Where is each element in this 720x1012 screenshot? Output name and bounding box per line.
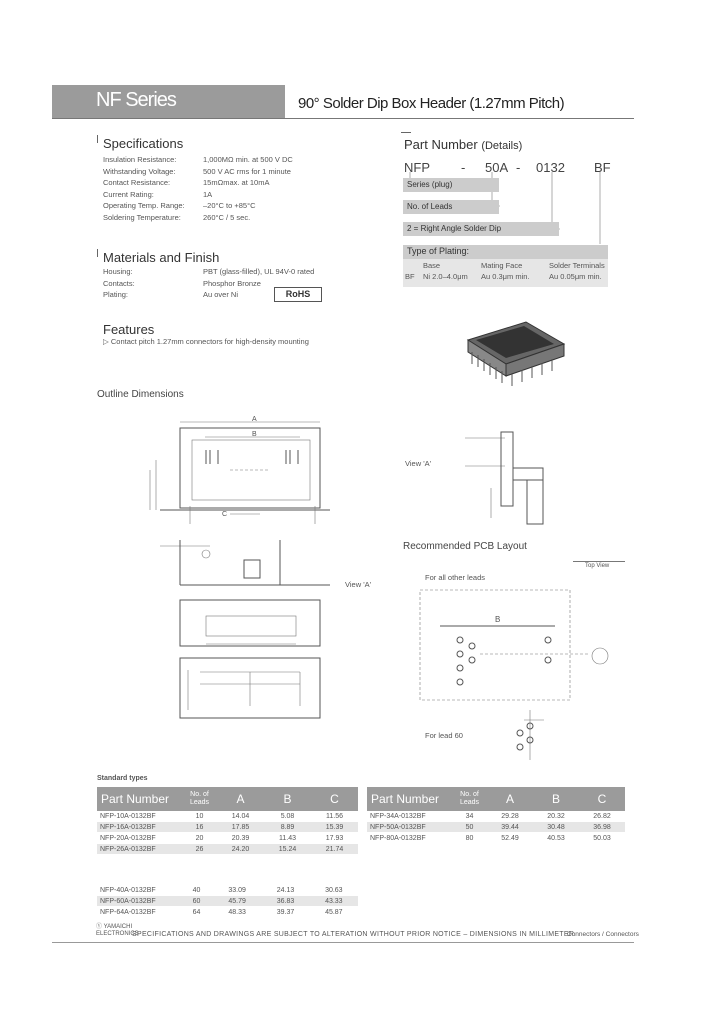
table-row bbox=[97, 833, 358, 844]
spec-label: Plating: bbox=[103, 290, 129, 299]
pcb-heading: Recommended PCB Layout bbox=[403, 541, 527, 552]
table-cell: 33.09 bbox=[213, 885, 261, 896]
part-number-label: Part Number bbox=[404, 137, 478, 152]
plating-col-mating: Mating Face bbox=[481, 261, 523, 270]
table-cell: NFP-10A-0132BF bbox=[97, 811, 182, 822]
spec-row bbox=[103, 290, 239, 299]
table-cell: 24.20 bbox=[217, 844, 264, 855]
table-cell: 26 bbox=[182, 844, 217, 855]
table-cell: 64 bbox=[180, 907, 213, 918]
spec-label: Operating Temp. Range: bbox=[103, 201, 185, 210]
product-illustration bbox=[462, 318, 572, 390]
dim-a-label: A bbox=[252, 416, 257, 423]
table-cell: 39.37 bbox=[261, 907, 309, 918]
plating-solder: Au 0.05μm min. bbox=[549, 272, 602, 281]
col-b: B bbox=[264, 787, 311, 811]
spec-label: Insulation Resistance: bbox=[103, 155, 177, 164]
table-cell: 60 bbox=[180, 896, 213, 907]
specifications-heading: Specifications bbox=[103, 136, 184, 151]
table-cell: 52.49 bbox=[487, 833, 533, 844]
spec-value: Au over Ni bbox=[203, 290, 239, 299]
pn-series-box: Series (plug) bbox=[403, 178, 499, 192]
spec-label: Contact Resistance: bbox=[103, 178, 171, 187]
table-cell: 40.53 bbox=[533, 833, 579, 844]
materials-heading: Materials and Finish bbox=[103, 250, 220, 265]
feature-item bbox=[103, 337, 309, 346]
spec-value: 260°C / 5 sec. bbox=[203, 212, 251, 222]
top-view-label: Top View bbox=[585, 563, 610, 569]
table-cell: 20.32 bbox=[533, 811, 579, 822]
table-row bbox=[97, 822, 358, 833]
table-cell: 11.56 bbox=[311, 811, 358, 822]
table-row bbox=[97, 896, 358, 907]
outline-drawing bbox=[140, 410, 340, 730]
pn-leads: 50A bbox=[485, 160, 509, 175]
table-cell: 30.63 bbox=[310, 885, 358, 896]
spec-row bbox=[103, 166, 291, 176]
table-cell: NFP-60A-0132BF bbox=[97, 896, 180, 907]
table-cell: 5.08 bbox=[264, 811, 311, 822]
features-heading: Features bbox=[103, 322, 155, 337]
pn-plating-box: Type of Plating: bbox=[403, 245, 608, 259]
col-c: C bbox=[579, 787, 625, 811]
table-row bbox=[97, 885, 358, 896]
part-number-heading bbox=[404, 137, 522, 152]
table-cell: 11.43 bbox=[264, 833, 311, 844]
spec-value: 500 V AC rms for 1 minute bbox=[203, 166, 291, 176]
pn-type-box: 2 = Right Angle Solder Dip bbox=[403, 222, 559, 236]
page-title: 90° Solder Dip Box Header (1.27mm Pitch) bbox=[298, 95, 565, 112]
table-row bbox=[367, 822, 625, 833]
table-cell: NFP-34A-0132BF bbox=[367, 811, 452, 822]
table-row bbox=[97, 907, 358, 918]
plating-table bbox=[403, 259, 608, 287]
footer-logo bbox=[96, 924, 139, 938]
spec-row bbox=[103, 201, 256, 210]
standard-types-heading: Standard types bbox=[97, 775, 148, 782]
spec-row bbox=[103, 155, 293, 164]
footer-rule bbox=[52, 942, 634, 943]
part-number-details: (Details) bbox=[481, 140, 523, 152]
table-cell: 8.89 bbox=[264, 822, 311, 833]
table-cell: 26.82 bbox=[579, 811, 625, 822]
spec-value: 1A bbox=[203, 189, 213, 199]
footer-category: Connectors / Connectors bbox=[567, 931, 639, 938]
spec-row bbox=[103, 212, 251, 222]
table-row bbox=[367, 811, 625, 822]
spec-label: Current Rating: bbox=[103, 189, 154, 199]
table-cell: 16 bbox=[182, 822, 217, 833]
pn-dash: - bbox=[516, 160, 521, 175]
plating-base: Ni 2.0–4.0μm bbox=[423, 272, 468, 281]
pn-dash: - bbox=[461, 160, 466, 175]
table-cell: 20.39 bbox=[217, 833, 264, 844]
footer-notice: SPECIFICATIONS AND DRAWINGS ARE SUBJECT TO ALTERATION WITHOUT PRIOR NOTICE – DIMENSIONS IN MILLIMETER bbox=[132, 931, 575, 938]
spec-value: 1,000MΩ min. at 500 V DC bbox=[203, 155, 293, 164]
col-a: A bbox=[217, 787, 264, 811]
feature-text: Contact pitch 1.27mm connectors for high-density mounting bbox=[110, 337, 309, 346]
table-cell: NFP-26A-0132BF bbox=[97, 844, 182, 855]
pn-leads-box: No. of Leads bbox=[403, 200, 499, 214]
table-cell: 14.04 bbox=[217, 811, 264, 822]
spec-value: –20°C to +85°C bbox=[203, 201, 256, 210]
plating-mating: Au 0.3μm min. bbox=[481, 272, 530, 281]
table-cell: 17.85 bbox=[217, 822, 264, 833]
col-b: B bbox=[533, 787, 579, 811]
plating-col-solder: Solder Terminals bbox=[549, 261, 605, 270]
dim-b-label: B bbox=[252, 431, 257, 438]
table-cell: NFP-20A-0132BF bbox=[97, 833, 182, 844]
spec-row bbox=[103, 189, 213, 199]
spec-value: 15mΩmax. at 10mA bbox=[203, 178, 270, 187]
side-view-drawing bbox=[455, 418, 565, 528]
section-marker bbox=[401, 132, 411, 133]
table-cell: 15.24 bbox=[264, 844, 311, 855]
standard-types-table-left bbox=[97, 787, 358, 855]
table-cell: 15.39 bbox=[311, 822, 358, 833]
table-cell: 39.44 bbox=[487, 822, 533, 833]
lead-60-label: For lead 60 bbox=[425, 731, 463, 740]
outline-heading: Outline Dimensions bbox=[97, 389, 184, 400]
table-cell: 50 bbox=[452, 822, 487, 833]
pn-type: 0132 bbox=[536, 160, 565, 175]
table-cell: 34 bbox=[452, 811, 487, 822]
table-cell: 10 bbox=[182, 811, 217, 822]
table-cell: 20 bbox=[182, 833, 217, 844]
rohs-badge: RoHS bbox=[274, 287, 322, 302]
top-view-rule bbox=[573, 561, 625, 562]
pn-prefix: NFP bbox=[404, 160, 430, 175]
spec-label: Housing: bbox=[103, 267, 133, 276]
standard-types-table-right bbox=[367, 787, 625, 844]
standard-types-table-bottom bbox=[97, 885, 358, 918]
table-cell: 48.33 bbox=[213, 907, 261, 918]
table-cell: 45.79 bbox=[213, 896, 261, 907]
table-cell: 36.98 bbox=[579, 822, 625, 833]
spec-value: PBT (glass-filled), UL 94V-0 rated bbox=[203, 267, 315, 276]
table-cell: 40 bbox=[180, 885, 213, 896]
table-row bbox=[367, 833, 625, 844]
table-cell: 80 bbox=[452, 833, 487, 844]
col-leads: No. of Leads bbox=[182, 787, 217, 811]
col-a: A bbox=[487, 787, 533, 811]
col-c: C bbox=[311, 787, 358, 811]
table-cell: 45.87 bbox=[310, 907, 358, 918]
pn-plating: BF bbox=[594, 160, 611, 175]
view-a-label: View 'A' bbox=[345, 580, 372, 589]
table-cell: NFP-50A-0132BF bbox=[367, 822, 452, 833]
col-leads: No. of Leads bbox=[452, 787, 487, 811]
table-cell: NFP-40A-0132BF bbox=[97, 885, 180, 896]
col-part-number: Part Number bbox=[367, 787, 452, 811]
table-cell: 36.83 bbox=[261, 896, 309, 907]
arrow-icon: ▷ bbox=[103, 337, 111, 346]
spec-row bbox=[103, 267, 315, 276]
yamaichi-logo-icon: Ⓨ bbox=[96, 924, 104, 930]
spec-row bbox=[103, 178, 270, 187]
table-cell: 43.33 bbox=[310, 896, 358, 907]
plating-code: BF bbox=[405, 272, 415, 281]
section-marker bbox=[97, 249, 98, 257]
logo-text: YAMAICHI ELECTRONICS bbox=[96, 924, 139, 937]
spec-row bbox=[103, 278, 261, 288]
view-a-label-side: View 'A' bbox=[405, 459, 432, 468]
table-cell: 30.48 bbox=[533, 822, 579, 833]
table-cell: 21.74 bbox=[311, 844, 358, 855]
spec-label: Contacts: bbox=[103, 278, 135, 288]
table-row bbox=[97, 811, 358, 822]
col-part-number: Part Number bbox=[97, 787, 182, 811]
spec-label: Soldering Temperature: bbox=[103, 212, 181, 222]
plating-col-base: Base bbox=[423, 261, 441, 270]
pcb-b-label: B bbox=[495, 615, 501, 624]
table-cell: 17.93 bbox=[311, 833, 358, 844]
dim-c-label: C bbox=[222, 511, 228, 518]
table-cell: NFP-64A-0132BF bbox=[97, 907, 180, 918]
table-cell: 50.03 bbox=[579, 833, 625, 844]
table-cell: 24.13 bbox=[261, 885, 309, 896]
spec-label: Withstanding Voltage: bbox=[103, 166, 176, 176]
section-marker bbox=[97, 135, 98, 143]
series-title: NF Series bbox=[96, 89, 176, 111]
table-cell: 29.28 bbox=[487, 811, 533, 822]
table-cell: NFP-16A-0132BF bbox=[97, 822, 182, 833]
header-rule bbox=[52, 118, 634, 119]
spec-value: Phosphor Bronze bbox=[203, 278, 261, 288]
table-row bbox=[97, 844, 358, 855]
table-cell: NFP-80A-0132BF bbox=[367, 833, 452, 844]
other-leads-label: For all other leads bbox=[425, 573, 486, 582]
